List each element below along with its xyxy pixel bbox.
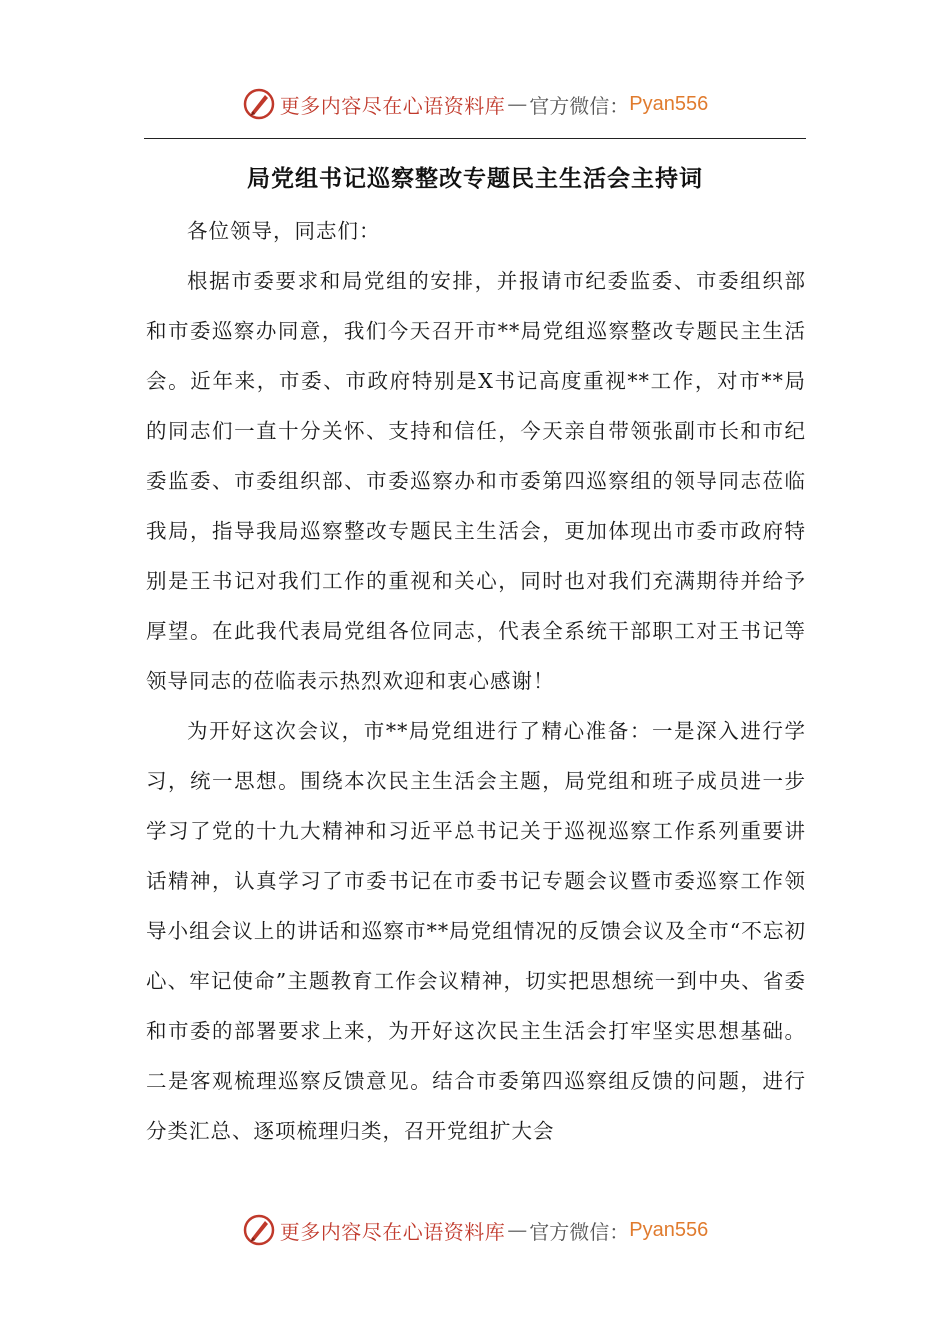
banner-separator: —: [507, 92, 528, 116]
footer-wechat-id: Pyan556: [629, 1218, 709, 1241]
footer-separator: —: [507, 1218, 528, 1242]
footer-wechat-label: 官方微信：: [529, 1219, 630, 1244]
banner-wechat-label: 官方微信：: [529, 93, 630, 118]
quill-pen-logo-icon: [242, 1213, 276, 1247]
document-title: 局党组书记巡察整改专题民主生活会主持词: [247, 166, 703, 192]
paragraph-1: 根据市委要求和局党组的安排，并报请市纪委监委、市委组织部和市委巡察办同意，我们今天召开市**局党组巡察整改专题民主生活会。近年来，市委、市政府特别是X书记高度重视**工作，对市**局的同志们一直十分关怀、支持和信任，今天亲自带领张副市长和市纪委监委、市委组织部、市委巡察办和市委第四巡察组的领导同志莅临我局，指导我局巡察整改专题民主生活会，更加体现出市委市政府特别是王书记对我们工作的重视和关心，同时也对我们充满期待并给予厚望。在此我代表局党组各位同志，代表全系统干部职工对王书记等领导同志的莅临表示热烈欢迎和衷心感谢！: [146, 269, 806, 693]
quill-pen-logo-icon: [242, 87, 276, 121]
header-divider: [144, 138, 806, 139]
greeting: 各位领导，同志们：: [187, 219, 381, 243]
paragraph-2: 为开好这次会议，市**局党组进行了精心准备：一是深入进行学习，统一思想。围绕本次民主生活会主题，局党组和班子成员进一步学习了党的十九大精神和习近平总书记关于巡视巡察工作系列重要讲话精神，认真学习了市委书记在市委书记专题会议暨市委巡察工作领导小组会议上的讲话和巡察市**局党组情况的反馈会议及全市“不忘初心、牢记使命”主题教育工作会议精神，切实把思想统一到中央、省委和市委的部署要求上来，为开好这次民主生活会打牢坚实思想基础。二是客观梳理巡察反馈意见。结合市委第四巡察组反馈的问题，进行分类汇总、逐项梳理归类，召开党组扩大会: [146, 719, 806, 1143]
footer-banner: [0, 1208, 950, 1252]
banner-wechat-id: Pyan556: [629, 92, 709, 115]
footer-slogan: 更多内容尽在心语资料库: [279, 1219, 506, 1244]
banner-slogan: 更多内容尽在心语资料库: [279, 93, 506, 118]
header-banner: [0, 82, 950, 126]
document-body: [146, 206, 806, 1156]
